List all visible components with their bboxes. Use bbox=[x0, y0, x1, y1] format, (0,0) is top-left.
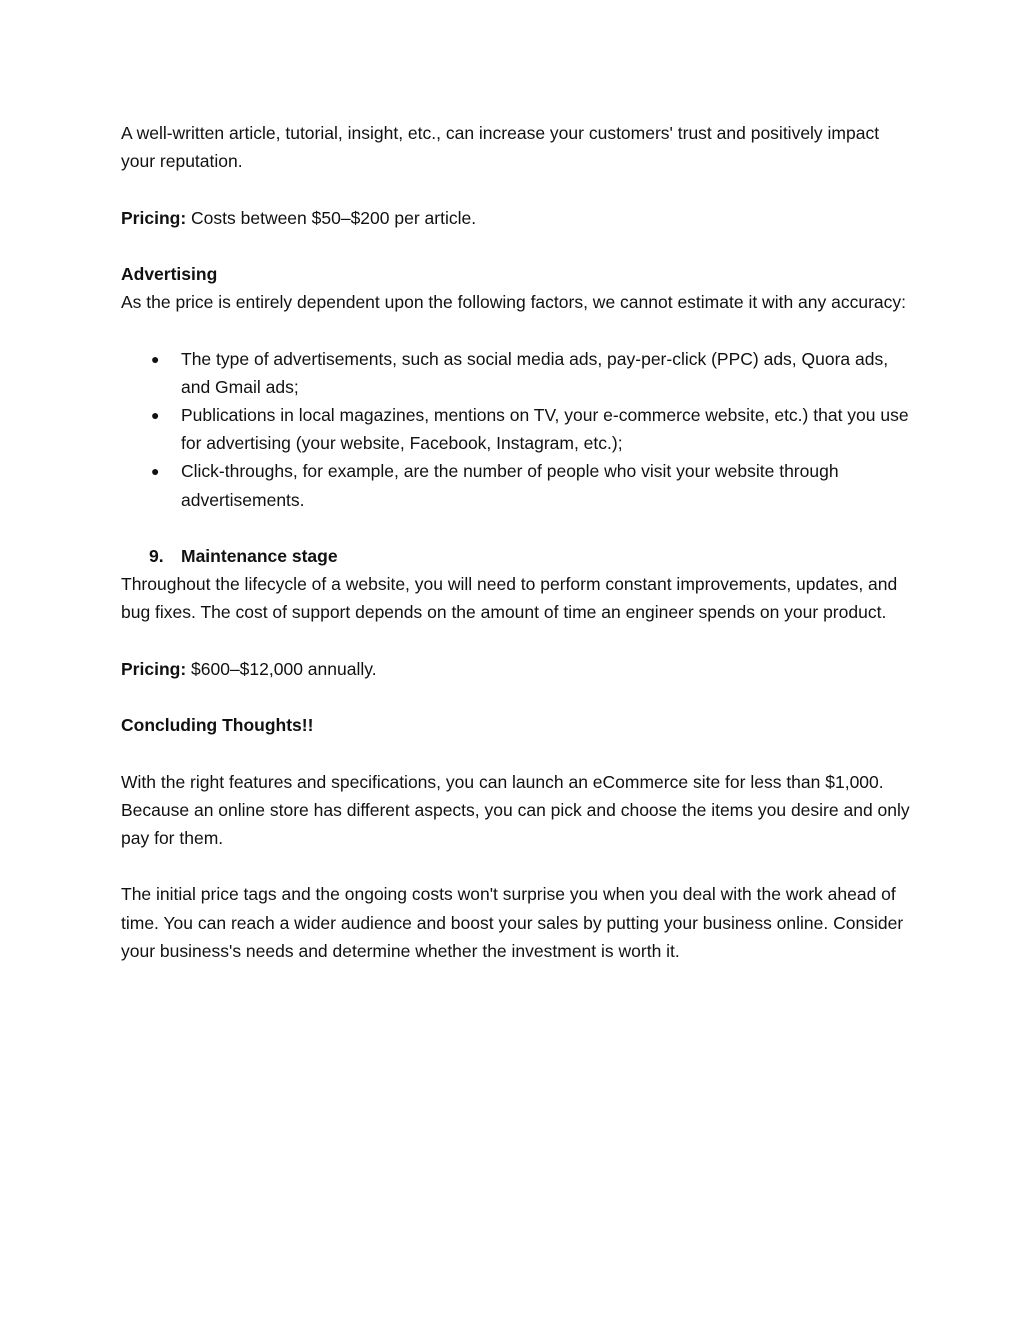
pricing-label: Pricing: bbox=[121, 207, 187, 228]
spacer bbox=[121, 232, 911, 260]
spacer bbox=[121, 852, 911, 880]
spacer bbox=[121, 739, 911, 767]
pricing-value: $600–$12,000 annually. bbox=[186, 658, 377, 679]
maintenance-paragraph: Throughout the lifecycle of a website, you will need to perform constant improvements, updates, and bug fixes. The cost of support depends on the amount of time an engineer spends on your product. bbox=[121, 574, 898, 623]
advertising-heading bbox=[121, 260, 911, 288]
bullet-icon: ● bbox=[151, 406, 160, 423]
spacer bbox=[121, 175, 911, 203]
conclusion-heading-text: Concluding Thoughts!! bbox=[121, 715, 314, 736]
list-item-text: Publications in local magazines, mentions on TV, your e-commerce website, etc.) that you use for advertising (your website, Facebook, Instagram, etc.); bbox=[181, 404, 909, 454]
bullet-icon: ● bbox=[151, 463, 160, 480]
list-item bbox=[121, 345, 911, 401]
spacer bbox=[121, 514, 911, 542]
conclusion-paragraph-2: The initial price tags and the ongoing costs won't surprise you when you deal with the work ahead of time. You can reach a wider audience and boost your sales by putting your business online. Consider your business's needs and determine whether the investment is worth it. bbox=[121, 884, 904, 961]
spacer bbox=[121, 316, 911, 344]
list-item-text: The type of advertisements, such as social media ads, pay-per-click (PPC) ads, Quora ads, and Gmail ads; bbox=[181, 348, 889, 397]
advertising-heading-text: Advertising bbox=[121, 263, 218, 284]
maintenance-heading bbox=[121, 542, 911, 570]
conclusion-paragraph-1: With the right features and specifications, you can launch an eCommerce site for less than $1,000. Because an online store has different aspects, you can pick and choose the items you desire and only pay for them. bbox=[121, 771, 910, 848]
section-number: 9. bbox=[149, 545, 164, 566]
list-item-text: Click-throughs, for example, are the number of people who visit your website through advertisements. bbox=[181, 461, 839, 510]
list-item bbox=[121, 457, 911, 513]
content-pricing-line bbox=[121, 204, 911, 232]
advertising-factors-list bbox=[121, 345, 911, 514]
maintenance-pricing-line bbox=[121, 655, 911, 683]
pricing-value: Costs between $50–$200 per article. bbox=[186, 207, 477, 228]
pricing-label: Pricing: bbox=[121, 658, 187, 679]
list-item bbox=[121, 401, 911, 457]
spacer bbox=[121, 683, 911, 711]
conclusion-heading bbox=[121, 711, 911, 739]
advertising-paragraph: As the price is entirely dependent upon the following factors, we cannot estimate it with any accuracy: bbox=[121, 292, 907, 313]
intro-paragraph: A well-written article, tutorial, insight, etc., can increase your customers' trust and positively impact your reputation. bbox=[121, 123, 880, 172]
document-page bbox=[121, 119, 911, 965]
spacer bbox=[121, 627, 911, 655]
maintenance-heading-text: Maintenance stage bbox=[181, 545, 338, 566]
bullet-icon: ● bbox=[151, 350, 160, 367]
